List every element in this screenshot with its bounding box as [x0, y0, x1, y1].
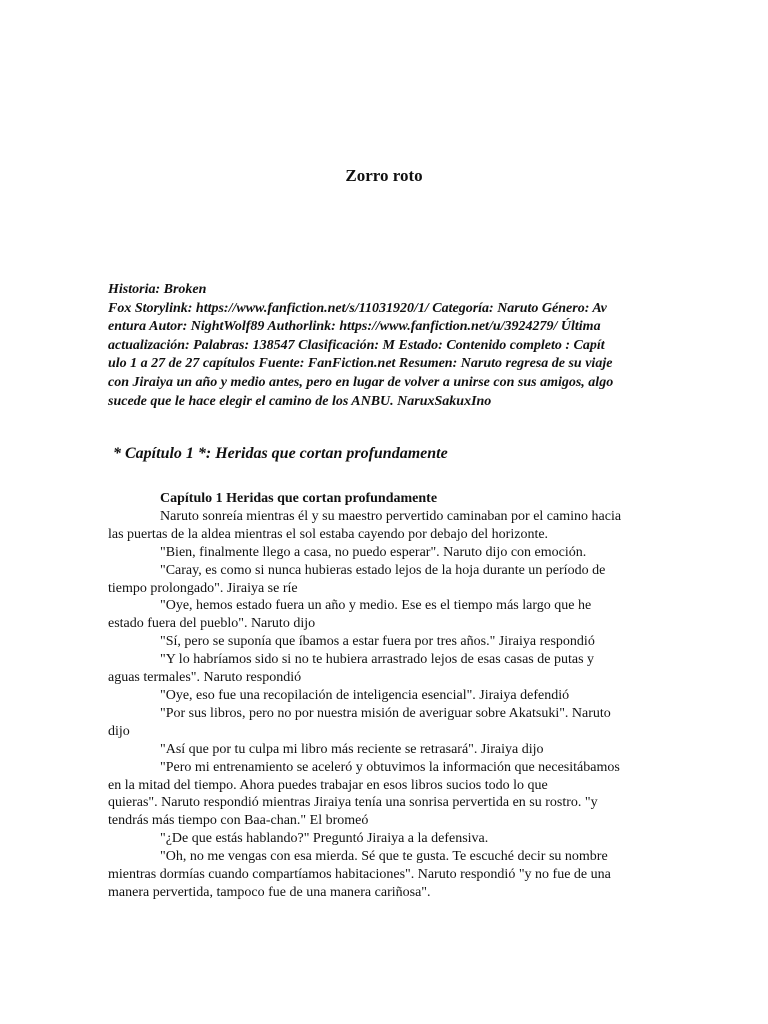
metadata-line: entura Autor: NightWolf89 Authorlink: https://www.fanfiction.net/u/3924279/ Última — [108, 319, 601, 335]
body-line: "Pero mi entrenamiento se aceleró y obtuvimos la información que necesitábamos — [160, 759, 620, 775]
story-metadata — [108, 281, 660, 411]
metadata-line: Fox Storylink: https://www.fanfiction.net/s/11031920/1/ Categoría: Naruto Género: Av — [108, 300, 607, 316]
body-line: manera pervertida, tampoco fue de una manera cariñosa". — [108, 884, 431, 900]
document-title: Zorro roto — [345, 166, 423, 185]
body-line: dijo — [108, 723, 130, 739]
body-line: aguas termales". Naruto respondió — [108, 670, 302, 686]
body-line: estado fuera del pueblo". Naruto dijo — [108, 616, 316, 632]
body-line: tendrás más tiempo con Baa-chan." El bromeó — [108, 813, 369, 829]
chapter-heading: * Capítulo 1 *: Heridas que cortan profundamente — [113, 445, 448, 462]
body-line: "Bien, finalmente llego a casa, no puedo esperar". Naruto dijo con emoción. — [160, 544, 587, 560]
chapter-body — [108, 490, 660, 902]
body-line: "Oye, hemos estado fuera un año y medio. Ese es el tiempo más largo que he — [160, 598, 592, 614]
body-line: quieras". Naruto respondió mientras Jiraiya tenía una sonrisa pervertida en su rostro. "y — [108, 795, 598, 811]
metadata-line: actualización: Palabras: 138547 Clasificación: M Estado: Contenido completo : Capít — [108, 337, 605, 353]
body-line: mientras dormías cuando compartíamos habitaciones". Naruto respondió "y no fue de una — [108, 867, 611, 883]
chapter-subheading: Capítulo 1 Heridas que cortan profundamente — [160, 491, 438, 506]
body-line: las puertas de la aldea mientras el sol estaba cayendo por debajo del horizonte. — [108, 526, 549, 542]
body-line: "¿De que estás hablando?" Preguntó Jiraiya a la defensiva. — [160, 831, 489, 847]
body-line: "Caray, es como si nunca hubieras estado lejos de la hoja durante un período de — [160, 562, 606, 578]
body-line: "Sí, pero se suponía que íbamos a estar fuera por tres años." Jiraiya respondió — [160, 634, 595, 650]
body-line: "Oh, no me vengas con esa mierda. Sé que te gusta. Te escuché decir su nombre — [160, 849, 608, 865]
body-line: en la mitad del tiempo. Ahora puedes trabajar en esos libros sucios todo lo que — [108, 777, 548, 793]
body-line: "Por sus libros, pero no por nuestra misión de averiguar sobre Akatsuki". Naruto — [160, 705, 611, 721]
body-line: Naruto sonreía mientras él y su maestro pervertido caminaban por el camino hacia — [160, 508, 622, 524]
metadata-line: con Jiraiya un año y medio antes, pero en lugar de volver a unirse con sus amigos, algo — [108, 374, 614, 390]
metadata-line: ulo 1 a 27 de 27 capítulos Fuente: FanFiction.net Resumen: Naruto regresa de su viaje — [108, 356, 613, 372]
body-line: "Oye, eso fue una recopilación de inteligencia esencial". Jiraiya defendió — [160, 687, 570, 703]
metadata-line: sucede que le hace elegir el camino de los ANBU. NaruxSakuxIno — [108, 393, 492, 409]
body-line: tiempo prolongado". Jiraiya se ríe — [108, 580, 298, 596]
body-line: "Así que por tu culpa mi libro más reciente se retrasará". Jiraiya dijo — [160, 741, 544, 757]
metadata-line: Historia: Broken — [108, 282, 207, 297]
body-line: "Y lo habríamos sido si no te hubiera arrastrado lejos de esas casas de putas y — [160, 652, 595, 668]
